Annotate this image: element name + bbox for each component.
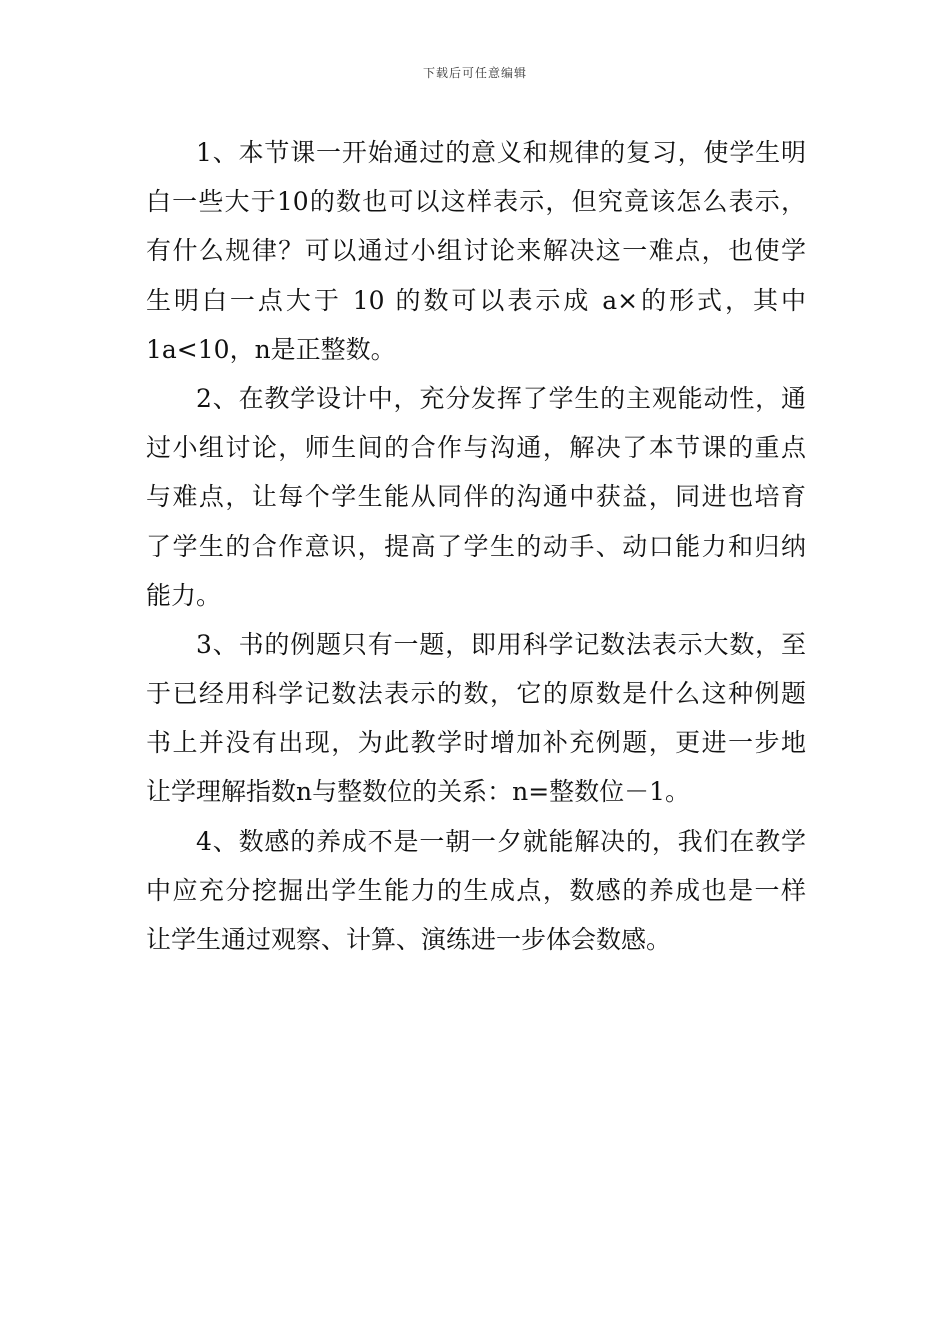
text-line: 书上并没有出现，为此教学时增加补充例题，更进一步地 (146, 728, 806, 758)
text-line: 2、在教学设计中，充分发挥了学生的主观能动性，通 (196, 383, 806, 413)
paragraph-4 (146, 817, 806, 965)
page-header: 下载后可任意编辑 (422, 66, 527, 80)
text-line: 与难点，让每个学生能从同伴的沟通中获益，同进也培育 (146, 482, 806, 512)
text-line: 4、数感的养成不是一朝一夕就能解决的，我们在教学 (196, 826, 806, 856)
text-line: 于已经用科学记数法表示的数，它的原数是什么这种例题 (146, 679, 806, 709)
text-line: 生明白一点大于 10 的数可以表示成 a×的形式，其中 (146, 285, 806, 315)
text-line: 过小组讨论，师生间的合作与沟通，解决了本节课的重点 (146, 433, 806, 463)
text-line: 中应充分挖掘出学生能力的生成点，数感的养成也是一样 (146, 875, 806, 905)
paragraph-2 (146, 374, 806, 620)
document-body (146, 128, 806, 964)
text-line: 1、本节课一开始通过的意义和规律的复习，使学生明 (196, 138, 806, 167)
text-line: 有什么规律？可以通过小组讨论来解决这一难点，也使学 (146, 236, 806, 266)
text-line: 让学理解指数n与整数位的关系：n=整数位－1。 (146, 777, 691, 807)
text-line: 让学生通过观察、计算、演练进一步体会数感。 (146, 925, 672, 954)
text-line: 白一些大于10的数也可以这样表示，但究竟该怎么表示， (146, 187, 806, 217)
paragraph-3 (146, 620, 806, 817)
text-line: 能力。 (146, 580, 222, 610)
text-line: 了学生的合作意识，提高了学生的动手、动口能力和归纳 (146, 531, 806, 561)
text-line: 3、书的例题只有一题，即用科学记数法表示大数，至 (196, 629, 806, 659)
paragraph-1 (146, 128, 806, 374)
text-line: 1a<10，n是正整数。 (146, 334, 396, 364)
